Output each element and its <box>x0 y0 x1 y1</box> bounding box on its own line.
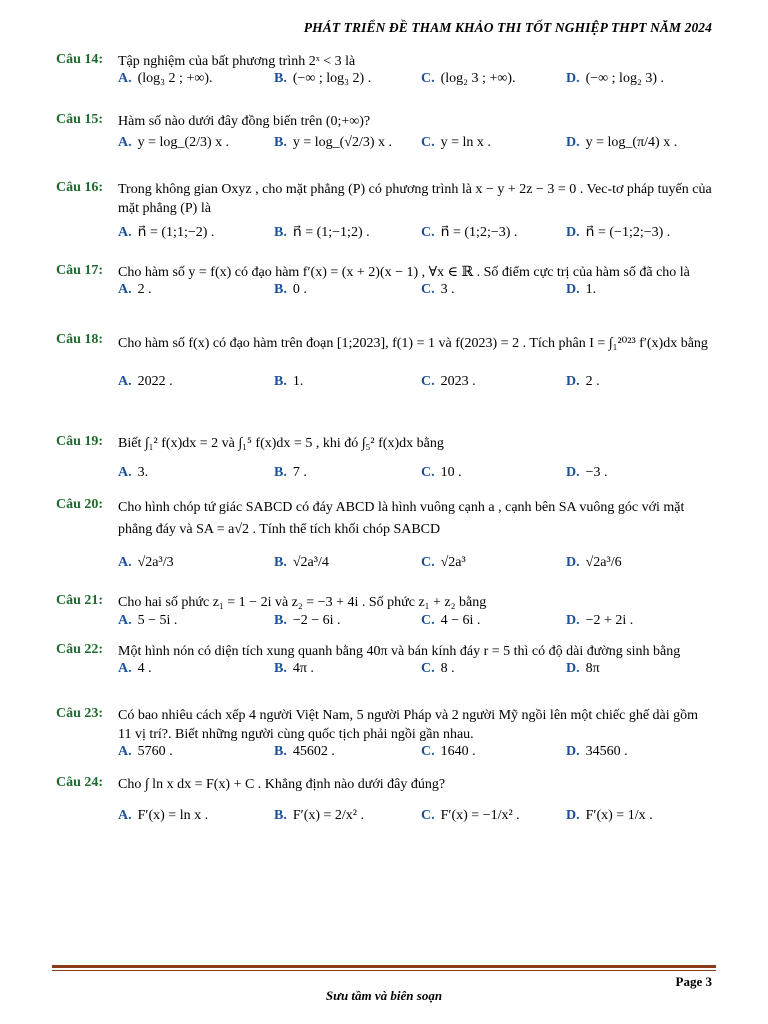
question-label: Câu 20: <box>56 497 104 512</box>
question-text: Cho hàm số y = f(x) có đạo hàm f′(x) = (x + 2)(x − 1) , ∀x ∈ ℝ . Số điểm cực trị của hàm số đã cho là <box>118 265 690 280</box>
question-14 <box>56 52 714 91</box>
option-d[interactable]: D. 34560 . <box>566 744 628 759</box>
question-22 <box>56 642 714 681</box>
question-text: Cho hàm số f(x) có đạo hàm trên đoạn [1;2023], f(1) = 1 và f(2023) = 2 . Tích phân I = ∫₁²⁰²³ f′(x)dx bằng <box>118 336 708 351</box>
question-label: Câu 14: <box>56 52 104 67</box>
option-c[interactable]: C. √2a³ <box>421 555 466 570</box>
question-text: Hàm số nào dưới đây đồng biến trên (0;+∞)? <box>118 114 371 129</box>
question-19 <box>56 434 714 485</box>
question-text: Có bao nhiêu cách xếp 4 người Việt Nam, 5 người Pháp và 2 người Mỹ ngồi lên một chiếc ghế dài gồm 11 vị trí?. Biết những người cùng quốc tịch phải ngồi gần nhau. <box>118 708 699 742</box>
question-label: Câu 16: <box>56 180 104 195</box>
option-a[interactable]: A. F′(x) = ln x . <box>118 808 209 823</box>
option-b[interactable]: B. 7 . <box>274 465 307 480</box>
option-a[interactable]: A. 5 − 5i . <box>118 613 178 628</box>
question-label: Câu 18: <box>56 332 104 347</box>
option-c[interactable]: C. 8 . <box>421 661 455 676</box>
option-d[interactable]: D. 8π <box>566 661 600 676</box>
page-header: PHÁT TRIỂN ĐỀ THAM KHẢO THI TỐT NGHIỆP THPT NĂM 2024 <box>303 20 712 35</box>
answer-row <box>56 71 714 91</box>
option-a[interactable]: A. 3. <box>118 465 149 480</box>
question-text: Cho hai số phức z₁ = 1 − 2i và z₂ = −3 + 4i . Số phức z₁ + z₂ bằng <box>118 595 487 610</box>
answer-row <box>56 744 714 764</box>
option-c[interactable]: C. 10 . <box>421 465 462 480</box>
answer-row <box>56 465 714 485</box>
answer-row <box>56 661 714 681</box>
option-a[interactable]: A. (log₃ 2 ; +∞). <box>118 71 213 86</box>
option-a[interactable]: A. 2 . <box>118 282 152 297</box>
option-d[interactable]: D. −3 . <box>566 465 608 480</box>
option-b[interactable]: B. y = log_(√2/3) x . <box>274 135 393 150</box>
option-b[interactable]: B. 1. <box>274 374 304 389</box>
option-d[interactable]: D. 2 . <box>566 374 600 389</box>
option-d[interactable]: D. F′(x) = 1/x . <box>566 808 653 823</box>
question-label: Câu 22: <box>56 642 104 657</box>
question-label: Câu 23: <box>56 706 104 721</box>
option-a[interactable]: A. 2022 . <box>118 374 173 389</box>
option-a[interactable]: A. n⃗ = (1;1;−2) . <box>118 225 215 240</box>
question-text: Cho ∫ ln x dx = F(x) + C . Khẳng định nào dưới đây đúng? <box>118 777 446 792</box>
question-label: Câu 24: <box>56 775 104 790</box>
option-c[interactable]: C. 3 . <box>421 282 455 297</box>
answer-row <box>56 374 714 394</box>
question-text: Cho hình chóp tứ giác SABCD có đáy ABCD là hình vuông cạnh a , cạnh bên SA vuông góc với mặt phẳng đáy và SA = a√2 . Tính thể tích khối chóp SABCD <box>118 500 685 537</box>
question-21 <box>56 593 714 633</box>
option-a[interactable]: A. √2a³/3 <box>118 555 174 570</box>
footer-divider <box>52 965 716 968</box>
question-18 <box>56 332 714 394</box>
option-d[interactable]: D. −2 + 2i . <box>566 613 634 628</box>
answer-row <box>56 282 714 302</box>
option-b[interactable]: B. √2a³/4 <box>274 555 329 570</box>
question-label: Câu 15: <box>56 112 104 127</box>
option-c[interactable]: C. (log₂ 3 ; +∞). <box>421 71 516 86</box>
page-number: Page 3 <box>675 974 712 989</box>
option-b[interactable]: B. −2 − 6i . <box>274 613 341 628</box>
question-text: Trong không gian Oxyz , cho mặt phẳng (P) có phương trình là x − y + 2z − 3 = 0 . Vec-tơ pháp tuyến của mặt phẳng (P) là <box>118 182 712 216</box>
option-b[interactable]: B. 0 . <box>274 282 307 297</box>
option-c[interactable]: C. 1640 . <box>421 744 476 759</box>
option-a[interactable]: A. 4 . <box>118 661 152 676</box>
option-a[interactable]: A. 5760 . <box>118 744 173 759</box>
answer-row <box>56 224 714 244</box>
question-17 <box>56 263 714 302</box>
option-c[interactable]: C. F′(x) = −1/x² . <box>421 808 520 823</box>
question-text: Tập nghiệm của bất phương trình 2ˣ < 3 là <box>118 54 356 69</box>
answer-row <box>56 808 714 828</box>
question-15 <box>56 112 714 155</box>
answer-row <box>56 613 714 633</box>
option-a[interactable]: A. y = log_(2/3) x . <box>118 135 230 150</box>
answer-row <box>56 555 714 575</box>
option-d[interactable]: D. y = log_(π/4) x . <box>566 135 678 150</box>
question-20 <box>56 497 714 575</box>
answer-row <box>56 135 714 155</box>
option-d[interactable]: D. 1. <box>566 282 597 297</box>
option-c[interactable]: C. 2023 . <box>421 374 476 389</box>
option-d[interactable]: D. n⃗ = (−1;2;−3) . <box>566 225 671 240</box>
option-c[interactable]: C. 4 − 6i . <box>421 613 481 628</box>
option-c[interactable]: C. y = ln x . <box>421 135 491 150</box>
question-text: Biết ∫₁² f(x)dx = 2 và ∫₁⁵ f(x)dx = 5 , khi đó ∫₅² f(x)dx bằng <box>118 436 444 451</box>
footer-divider-thin <box>52 970 716 971</box>
option-b[interactable]: B. n⃗ = (1;−1;2) . <box>274 225 370 240</box>
question-23 <box>56 706 714 764</box>
question-label: Câu 21: <box>56 593 104 608</box>
footer-credit: Sưu tầm và biên soạn <box>325 988 443 1003</box>
option-b[interactable]: B. (−∞ ; log₃ 2) . <box>274 71 372 86</box>
option-d[interactable]: D. √2a³/6 <box>566 555 622 570</box>
option-b[interactable]: B. F′(x) = 2/x² . <box>274 808 364 823</box>
option-b[interactable]: B. 4π . <box>274 661 314 676</box>
option-b[interactable]: B. 45602 . <box>274 744 335 759</box>
question-16 <box>56 180 714 244</box>
question-label: Câu 17: <box>56 263 104 278</box>
option-c[interactable]: C. n⃗ = (1;2;−3) . <box>421 225 518 240</box>
question-label: Câu 19: <box>56 434 104 449</box>
question-24 <box>56 775 714 828</box>
question-text: Một hình nón có diện tích xung quanh bằng 40π và bán kính đáy r = 5 thì có độ dài đường sinh bằng <box>118 644 681 659</box>
option-d[interactable]: D. (−∞ ; log₂ 3) . <box>566 71 664 86</box>
